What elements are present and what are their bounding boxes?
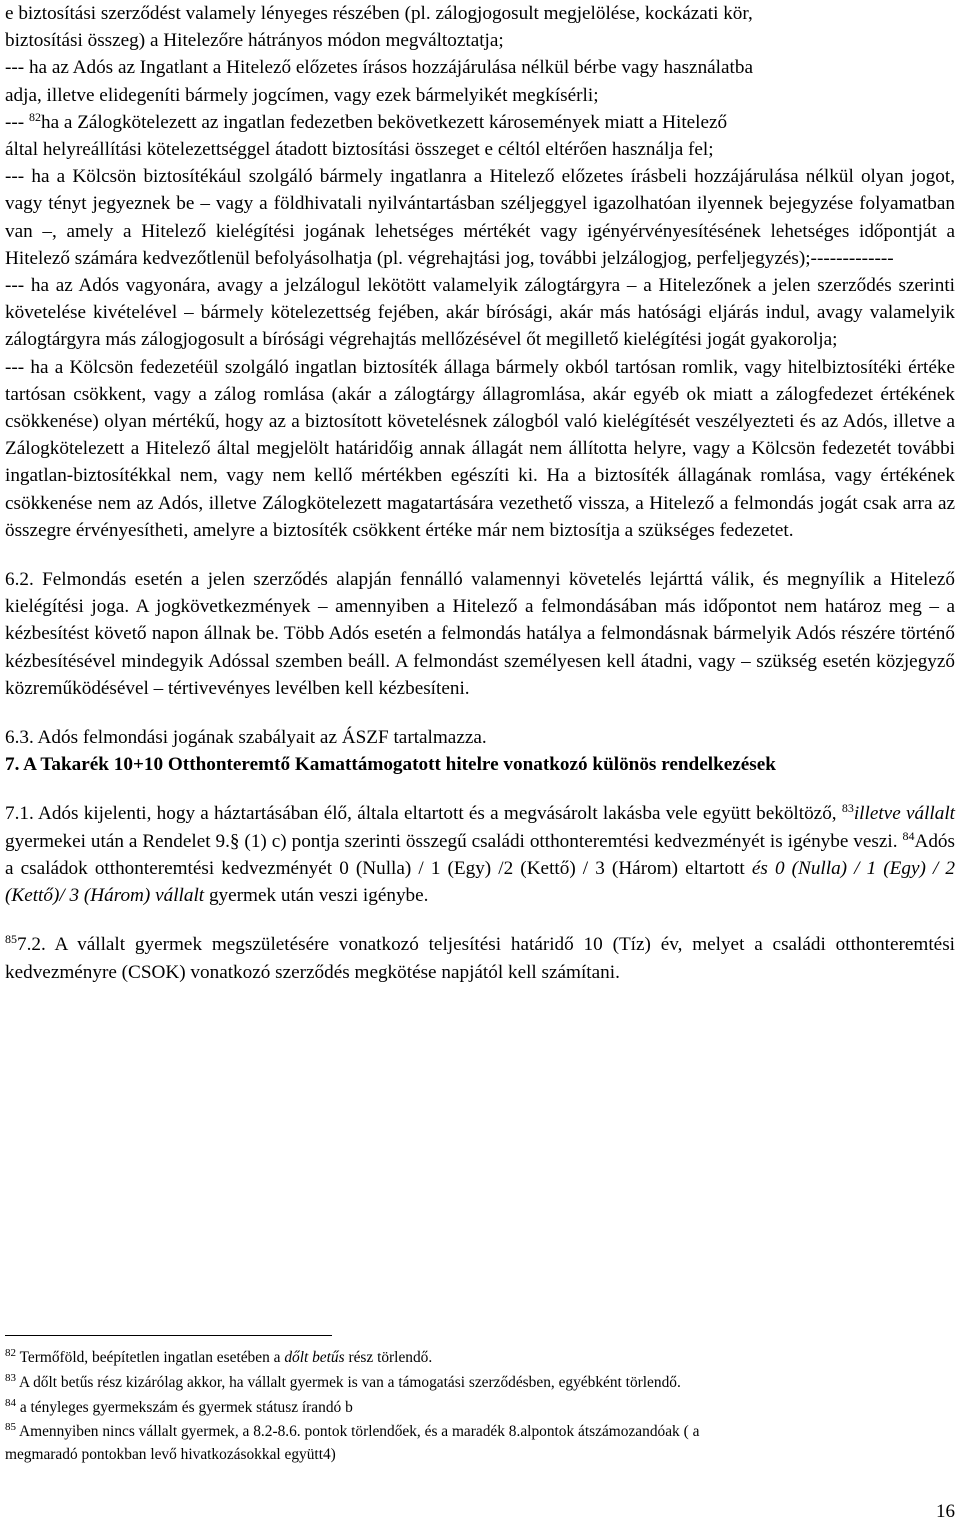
text-line: adja, illetve elidegeníti bármely jogcímen, vagy ezek bármelyikét megkísérli; [5,84,599,106]
paragraph-collateral-deterioration: --- ha a Kölcsön fedezetéül szolgáló ingatlan biztosíték állaga bármely okból tartósan romlik, vagy hitelbiztosítéki értéke tartósan csökkent, vagy a zálog romlása (akár a zálogtárgy állagromlása, akár egyéb ok miatt a zálogfedezet értékének csökkenése) olyan mértékű, hogy az a biztosított követelésnek zálogból való kielégítését veszélyezteti és az Adós, illetve a Zálogkötelezett a Hitelező által megjelölt határidőig annak állagát nem állította helyre, vagy a Kölcsön fedezetét további ingatlan-biztosítékkal nem, vagy nem kellő mértékben egészíti ki. Ha a biztosíték állagának romlása, vagy értékének csökkenése nem az Adós, illetve Zálogkötelezett magatartására vezethető vissza, a Hitelező a felmondás jogát csak arra az összegre érvényesítheti, amelyre a biztosíték csökkent értéke már nem biztosítja a szükséges fedezetet. [5,356,955,541]
text-run: megmaradó pontokban levő hivatkozásokkal együtt4) [5,1445,336,1463]
text-line: biztosítási összeg) a Hitelezőre hátrányos módon megváltoztatja; [5,30,504,52]
paragraph-7-1 [5,800,955,909]
paragraph-encumbrance: --- ha a Kölcsön biztosítékául szolgáló bármely ingatlanra a Hitelező előzetes írásbeli hozzájárulása nélkül olyan jogot, vagy tényt jegyeznek be – vagy a földhivatali nyilvántartásban széljeggyel igazolhatóan ilyennek bejegyzése folyamatban van –, amely a Hitelező kielégítési jogának lehetséges mértékét vagy igényérvényesítésének lehetséges időpontját a Hitelező számára kedvezőtlenül befolyásolhatja (pl. végrehajtási jog, további jelzálogjog, perfeljegyzés);------------- [5,166,955,269]
document-page [5,0,955,986]
footnote-82 [5,1347,955,1370]
footnote-ref-82: 82 [28,109,41,124]
text-line: --- ha az Adós az Ingatlant a Hitelező előzetes írásos hozzájárulása nélkül bérbe vagy használatba [5,57,753,79]
footnote-separator [5,1335,332,1336]
text-line: ha a Zálogkötelezett az ingatlan fedezetben bekövetkezett károsemények miatt a Hitelező [40,111,728,133]
text-run: 7.1. Adós kijelenti, hogy a háztartásában élő, általa eltartott és a megvásárolt lakásba vele együtt beköltöző, [5,803,842,825]
footnote-84 [5,1397,955,1420]
italic-text: és 0 (Nulla) / 1 (Egy) / 2 (Kettő)/ 3 (Három) vállalt [5,857,955,907]
italic-text: dőlt betűs [284,1349,345,1366]
text-run: gyermekei után a Rendelet 9.§ (1) c) pontja szerinti összegű családi otthonteremtési kedvezményét is igénybe veszi. [5,830,903,852]
footnote-number: 83 [5,1372,16,1384]
paragraph-enforcement: --- ha az Adós vagyonára, avagy a jelzálogul lekötött valamelyik zálogtárgyra – a Hitelezőnek a jelen szerződés szerinti követelése kivételével – bármely kötelezettség fejében, akár bírósági, akár más hatósági eljárás indul, avagy valamelyik zálogtárgyra más zálogjogosult a bírósági végrehajtás mellőzésével őt megillető kielégítési jogát gyakorolja; [5,275,955,351]
text-run: a tényleges gyermekszám és gyermek státusz írandó b [16,1399,353,1416]
text-line: --- [5,111,29,133]
footnote-83 [5,1372,955,1395]
text-run: Amennyiben nincs vállalt gyermek, a 8.2-8.6. pontok törlendőek, és a maradék 8.alpontok átszámozandóak ( a [16,1423,700,1440]
footnote-number: 85 [5,1421,16,1433]
footnote-ref-83: 83 [841,801,854,816]
text-run: rész törlendő. [344,1349,433,1366]
text-run: Adós a családok otthonteremtési kedvezményét 0 (Nulla) / 1 (Egy) /2 (Kettő) / 3 (Három) eltartott [5,830,955,879]
text-run: gyermek után veszi igénybe. [204,885,429,907]
italic-text: illetve vállalt [853,803,955,825]
text-run: Termőföld, beépítetlen ingatlan esetében a [16,1349,285,1366]
footnote-number: 82 [5,1347,16,1359]
text-line: e biztosítási szerződést valamely lényeges részében (pl. zálogjogosult megjelölése, kockázati kör, [5,3,753,24]
text-run: A dőlt betűs rész kizárólag akkor, ha vállalt gyermek is van a támogatási szerződésben, egyébként törlendő. [16,1374,681,1391]
section-heading-7: 7. A Takarék 10+10 Otthonteremtő Kamattámogatott hitelre vonatkozó különös rendelkezések [5,754,776,776]
paragraph-6-2: 6.2. Felmondás esetén a jelen szerződés alapján fennálló valamennyi követelés lejárttá válik, és megnyílik a Hitelező kielégítési joga. A jogkövetkezmények – amennyiben a Hitelező a felmondásában más időpontot nem határoz meg – a kézbesítést követő napon állnak be. Több Adós esetén a felmondás hatálya a felmondásnak bármelyik Adós részére történő kézbesítésével mindegyik Adóssal szemben beáll. A felmondást személyesen kell átadni, vagy – szükség esetén közjegyző közreműködésével – tértivevényes levélben kell kézbesíteni. [5,569,955,699]
paragraph-7-2 [5,931,955,985]
text-line: által helyreállítási kötelezettséggel átadott biztosítási összeget e céltól eltérően használja fel; [5,139,714,161]
footnote-ref-85: 85 [5,932,17,947]
footnote-85 [5,1421,955,1466]
footnote-ref-84: 84 [902,828,915,843]
paragraph-6-3: 6.3. Adós felmondási jogának szabályait az ÁSZF tartalmazza. [5,727,487,749]
footnote-number: 84 [5,1397,16,1409]
text-run: 7.2. A vállalt gyermek megszületésére vonatkozó teljesítési határidő 10 (Tíz) év, melyet a családi otthonteremtési kedvezményre (CSOK) vonatkozó szerződés megkötése napjától kell számítani. [5,934,955,983]
page-number: 16 [936,1501,955,1522]
paragraph-termination-list-start [5,0,955,163]
